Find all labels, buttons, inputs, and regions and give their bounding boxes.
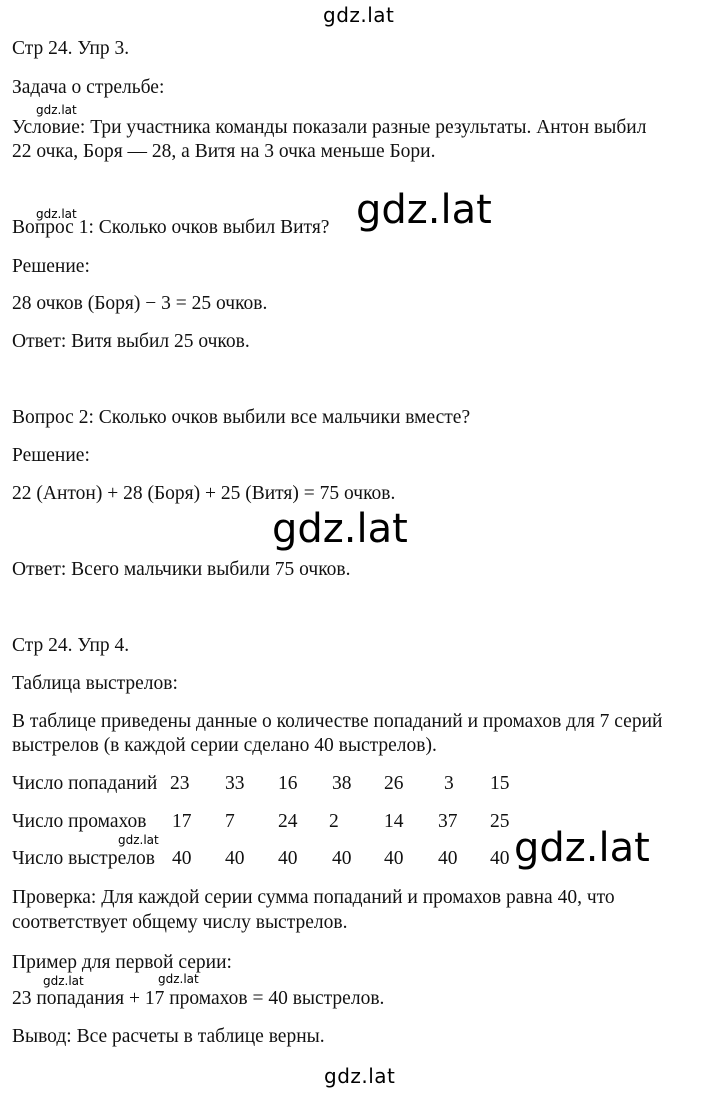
watermark-large: gdz.lat — [272, 506, 408, 552]
watermark-small: gdz.lat — [43, 974, 84, 988]
ex4-check-line1: Проверка: Для каждой серии сумма попаданий и промахов равна 40, что — [12, 887, 615, 908]
row-label: Число промахов — [12, 811, 147, 832]
watermark-top: gdz.lat — [323, 3, 395, 27]
table-cell: 2 — [329, 811, 339, 832]
table-cell: 40 — [225, 848, 245, 869]
table-cell: 26 — [384, 773, 404, 794]
watermark-small: gdz.lat — [158, 972, 199, 986]
table-cell: 40 — [490, 848, 510, 869]
ex3-q1-solution: 28 очков (Боря) − 3 = 25 очков. — [12, 293, 268, 314]
table-cell: 38 — [332, 773, 352, 794]
ex4-example: 23 попадания + 17 промахов = 40 выстрелов. — [12, 988, 385, 1009]
table-cell: 37 — [438, 811, 458, 832]
watermark-small: gdz.lat — [36, 103, 77, 117]
table-cell: 14 — [384, 811, 404, 832]
ex3-condition-line2: 22 очка, Боря — 28, а Витя на 3 очка меньше Бори. — [12, 141, 436, 162]
table-cell: 23 — [170, 773, 190, 794]
table-cell: 25 — [490, 811, 510, 832]
ex4-intro-line1: В таблице приведены данные о количестве попаданий и промахов для 7 серий — [12, 711, 663, 732]
ex3-q2-solution-label: Решение: — [12, 445, 90, 466]
ex4-intro-line2: выстрелов (в каждой серии сделано 40 выстрелов). — [12, 735, 437, 756]
table-cell: 33 — [225, 773, 245, 794]
ex3-q2-answer: Ответ: Всего мальчики выбили 75 очков. — [12, 559, 351, 580]
watermark-small: gdz.lat — [118, 833, 159, 847]
watermark-large: gdz.lat — [514, 825, 650, 871]
ex4-conclusion: Вывод: Все расчеты в таблице верны. — [12, 1026, 325, 1047]
watermark-large: gdz.lat — [356, 187, 492, 233]
row-label: Число выстрелов — [12, 848, 155, 869]
row-label: Число попаданий — [12, 773, 158, 794]
watermark-bottom: gdz.lat — [324, 1064, 396, 1088]
table-cell: 7 — [225, 811, 235, 832]
ex3-q1-solution-label: Решение: — [12, 256, 90, 277]
table-cell: 15 — [490, 773, 510, 794]
ex3-question-2: Вопрос 2: Сколько очков выбили все мальчики вместе? — [12, 407, 471, 428]
ex3-q1-answer: Ответ: Витя выбил 25 очков. — [12, 331, 250, 352]
table-cell: 40 — [384, 848, 404, 869]
ex4-check-line2: соответствует общему числу выстрелов. — [12, 912, 348, 933]
table-cell: 16 — [278, 773, 298, 794]
ex3-condition-line1: Условие: Три участника команды показали разные результаты. Антон выбил — [12, 117, 647, 138]
table-cell: 40 — [332, 848, 352, 869]
ex3-question-1: Вопрос 1: Сколько очков выбил Витя? — [12, 217, 330, 238]
table-cell: 40 — [278, 848, 298, 869]
ex3-header: Стр 24. Упр 3. — [12, 38, 130, 59]
ex4-example-label: Пример для первой серии: — [12, 952, 232, 973]
ex3-title: Задача о стрельбе: — [12, 77, 165, 98]
table-cell: 40 — [438, 848, 458, 869]
ex4-header: Стр 24. Упр 4. — [12, 635, 130, 656]
table-cell: 24 — [278, 811, 298, 832]
watermark-small: gdz.lat — [36, 207, 77, 221]
table-cell: 3 — [444, 773, 454, 794]
table-cell: 17 — [172, 811, 192, 832]
table-cell: 40 — [172, 848, 192, 869]
ex3-q2-solution: 22 (Антон) + 28 (Боря) + 25 (Витя) = 75 очков. — [12, 483, 396, 504]
ex4-title: Таблица выстрелов: — [12, 673, 178, 694]
